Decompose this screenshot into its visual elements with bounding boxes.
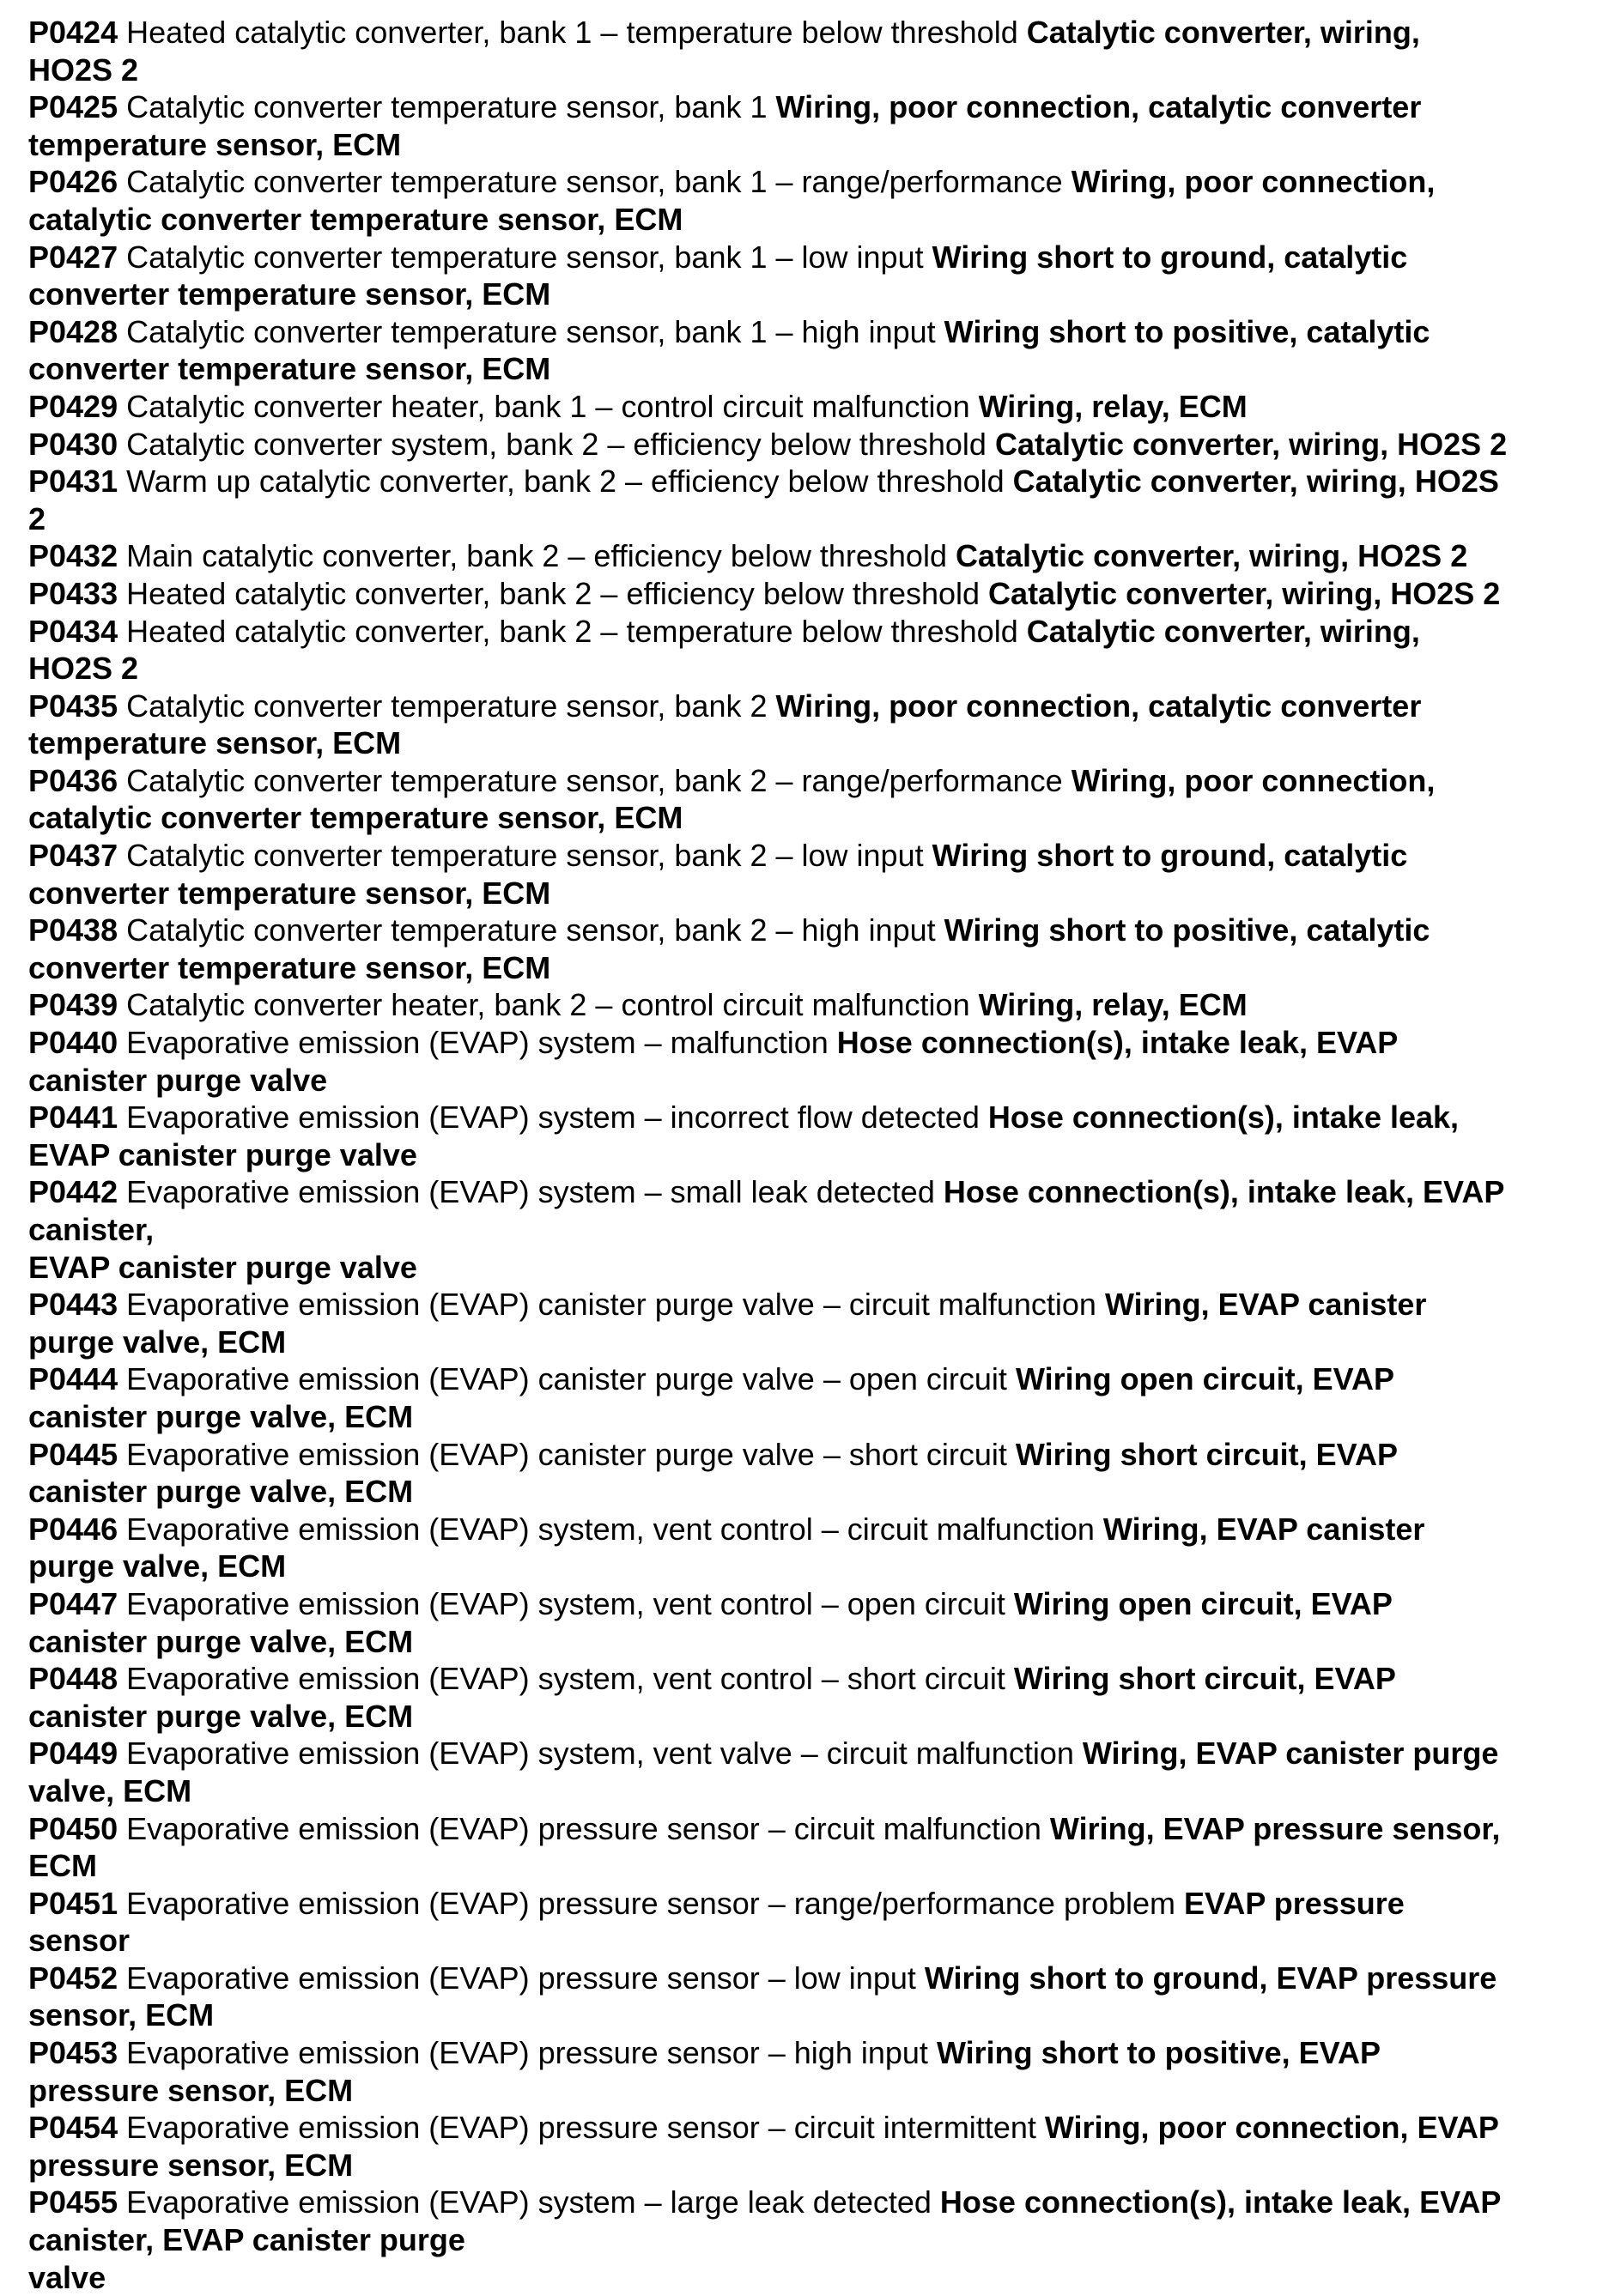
dtc-code: P0442 bbox=[28, 1174, 118, 1210]
dtc-description: Heated catalytic converter, bank 2 – temperature below threshold bbox=[126, 613, 1018, 649]
dtc-possible-cause: Wiring open circuit, EVAP bbox=[1013, 1585, 1393, 1621]
dtc-entry bbox=[28, 1810, 1600, 1885]
dtc-possible-cause: Catalytic converter, wiring, bbox=[1026, 613, 1420, 649]
dtc-description: Evaporative emission (EVAP) pressure sensor – circuit intermittent bbox=[126, 2110, 1036, 2146]
dtc-entry bbox=[28, 1024, 1600, 1099]
dtc-entry bbox=[28, 239, 1600, 313]
dtc-entry bbox=[28, 1173, 1600, 1286]
dtc-code: P0441 bbox=[28, 1100, 118, 1136]
dtc-description: Evaporative emission (EVAP) pressure sensor – low input bbox=[126, 1960, 916, 1996]
dtc-possible-cause: converter temperature sensor, ECM bbox=[28, 949, 551, 985]
dtc-code: P0438 bbox=[28, 912, 118, 948]
dtc-possible-cause: Wiring short to ground, EVAP pressure bbox=[924, 1960, 1497, 1996]
dtc-possible-cause: Wiring short to ground, catalytic bbox=[932, 239, 1408, 275]
dtc-entry bbox=[28, 14, 1600, 88]
dtc-entry bbox=[28, 1511, 1600, 1585]
dtc-entry bbox=[28, 163, 1600, 238]
dtc-code: P0445 bbox=[28, 1436, 118, 1472]
dtc-description: Evaporative emission (EVAP) system – malfunction bbox=[126, 1025, 829, 1061]
dtc-possible-cause: EVAP pressure bbox=[1184, 1885, 1405, 1921]
dtc-possible-cause: catalytic converter temperature sensor, ECM bbox=[28, 800, 683, 836]
dtc-possible-cause: Catalytic converter, wiring, HO2S 2 bbox=[988, 575, 1501, 611]
dtc-possible-cause: converter temperature sensor, ECM bbox=[28, 875, 551, 911]
dtc-description: Catalytic converter heater, bank 2 – control circuit malfunction bbox=[126, 987, 970, 1023]
dtc-possible-cause: Hose connection(s), intake leak, bbox=[987, 1100, 1460, 1136]
dtc-possible-cause: sensor, ECM bbox=[28, 1997, 215, 2033]
dtc-possible-cause: Wiring, relay, ECM bbox=[978, 987, 1248, 1023]
dtc-possible-cause: Wiring short circuit, EVAP bbox=[1015, 1436, 1398, 1472]
dtc-code: P0444 bbox=[28, 1361, 118, 1397]
dtc-possible-cause: pressure sensor, ECM bbox=[28, 2147, 354, 2183]
dtc-possible-cause: Hose connection(s), intake leak, EVAP bbox=[836, 1025, 1399, 1061]
dtc-possible-cause: Wiring, poor connection, bbox=[1071, 164, 1436, 200]
dtc-description: Evaporative emission (EVAP) system, vent control – short circuit bbox=[126, 1661, 1005, 1697]
dtc-code: P0434 bbox=[28, 613, 118, 649]
dtc-possible-cause: Hose connection(s), intake leak, EVAP bbox=[943, 1174, 1505, 1210]
dtc-entry bbox=[28, 1885, 1600, 1960]
dtc-code: P0437 bbox=[28, 838, 118, 874]
dtc-possible-cause: Catalytic converter, wiring, bbox=[1026, 15, 1420, 50]
dtc-possible-cause: Wiring, relay, ECM bbox=[978, 388, 1248, 424]
dtc-code: P0454 bbox=[28, 2110, 118, 2146]
dtc-code: P0432 bbox=[28, 538, 118, 574]
dtc-code: P0443 bbox=[28, 1287, 118, 1323]
dtc-description: Catalytic converter temperature sensor, bank 2 bbox=[126, 688, 768, 724]
dtc-entry bbox=[28, 1585, 1600, 1660]
dtc-possible-cause: temperature sensor, ECM bbox=[28, 126, 402, 162]
dtc-possible-cause: Catalytic converter, wiring, HO2S 2 bbox=[956, 538, 1468, 574]
dtc-code: P0429 bbox=[28, 388, 118, 424]
dtc-description: Evaporative emission (EVAP) canister purge valve – circuit malfunction bbox=[126, 1287, 1096, 1323]
dtc-description: Evaporative emission (EVAP) pressure sensor – circuit malfunction bbox=[126, 1810, 1041, 1846]
dtc-entry bbox=[28, 575, 1600, 613]
dtc-possible-cause: Wiring short to positive, catalytic bbox=[944, 912, 1430, 948]
dtc-description: Catalytic converter temperature sensor, bank 2 – high input bbox=[126, 912, 936, 948]
dtc-entry bbox=[28, 986, 1600, 1024]
dtc-entry bbox=[28, 313, 1600, 388]
dtc-description: Heated catalytic converter, bank 1 – temperature below threshold bbox=[126, 15, 1018, 50]
dtc-description: Evaporative emission (EVAP) system – large leak detected bbox=[126, 2184, 932, 2220]
dtc-possible-cause: EVAP canister purge valve bbox=[28, 1249, 417, 1285]
dtc-possible-cause: Wiring short circuit, EVAP bbox=[1013, 1661, 1396, 1697]
dtc-code: P0433 bbox=[28, 575, 118, 611]
dtc-description: Evaporative emission (EVAP) pressure sensor – range/performance problem bbox=[126, 1885, 1176, 1921]
dtc-possible-cause: pressure sensor, ECM bbox=[28, 2072, 354, 2108]
dtc-possible-cause: canister purge valve, ECM bbox=[28, 1474, 414, 1510]
dtc-possible-cause: Hose connection(s), intake leak, EVAP bbox=[939, 2184, 1502, 2220]
dtc-possible-cause: canister purge valve, ECM bbox=[28, 1698, 414, 1734]
dtc-entry bbox=[28, 463, 1600, 537]
dtc-possible-cause: converter temperature sensor, ECM bbox=[28, 276, 551, 312]
dtc-entry bbox=[28, 837, 1600, 912]
dtc-possible-cause: purge valve, ECM bbox=[28, 1324, 287, 1360]
dtc-entry bbox=[28, 1360, 1600, 1435]
dtc-entry bbox=[28, 1286, 1600, 1360]
dtc-possible-cause: canister, bbox=[28, 1212, 155, 1247]
dtc-possible-cause: Wiring open circuit, EVAP bbox=[1015, 1361, 1395, 1397]
dtc-entry bbox=[28, 1436, 1600, 1511]
dtc-possible-cause: temperature sensor, ECM bbox=[28, 725, 402, 761]
dtc-entry bbox=[28, 688, 1600, 762]
dtc-code: P0428 bbox=[28, 313, 118, 349]
dtc-possible-cause: EVAP canister purge valve bbox=[28, 1136, 417, 1172]
dtc-description: Catalytic converter system, bank 2 – efficiency below threshold bbox=[126, 426, 987, 462]
dtc-entry bbox=[28, 613, 1600, 688]
dtc-description: Catalytic converter temperature sensor, bank 2 – range/performance bbox=[126, 762, 1063, 798]
dtc-entry bbox=[28, 762, 1600, 837]
dtc-possible-cause: canister purge valve, ECM bbox=[28, 1623, 414, 1659]
dtc-possible-cause: Wiring short to positive, EVAP bbox=[936, 2035, 1381, 2071]
dtc-code: P0436 bbox=[28, 762, 118, 798]
dtc-possible-cause: converter temperature sensor, ECM bbox=[28, 351, 551, 387]
dtc-possible-cause: Catalytic converter, wiring, HO2S bbox=[1012, 463, 1499, 500]
dtc-entry bbox=[28, 912, 1600, 986]
dtc-description: Catalytic converter temperature sensor, bank 1 – low input bbox=[126, 239, 924, 275]
dtc-possible-cause: canister, EVAP canister purge bbox=[28, 2222, 465, 2258]
dtc-possible-cause: Wiring, EVAP canister purge bbox=[1082, 1736, 1499, 1772]
dtc-entry bbox=[28, 2184, 1600, 2296]
dtc-code: P0450 bbox=[28, 1810, 118, 1846]
dtc-possible-cause: canister purge valve, ECM bbox=[28, 1398, 414, 1434]
dtc-code: P0426 bbox=[28, 164, 118, 200]
dtc-description: Evaporative emission (EVAP) system, vent control – open circuit bbox=[126, 1585, 1005, 1621]
dtc-possible-cause: Wiring, poor connection, catalytic converter bbox=[775, 688, 1422, 724]
dtc-code: P0439 bbox=[28, 987, 118, 1023]
dtc-description: Catalytic converter temperature sensor, bank 1 bbox=[126, 89, 768, 125]
dtc-entry bbox=[28, 426, 1600, 463]
dtc-description: Catalytic converter temperature sensor, bank 1 – high input bbox=[126, 313, 936, 349]
dtc-possible-cause: 2 bbox=[28, 500, 46, 536]
dtc-description: Catalytic converter heater, bank 1 – control circuit malfunction bbox=[126, 388, 970, 424]
dtc-possible-cause: valve bbox=[28, 2259, 106, 2295]
dtc-description: Heated catalytic converter, bank 2 – efficiency below threshold bbox=[126, 575, 980, 611]
dtc-possible-cause: HO2S 2 bbox=[28, 651, 139, 687]
dtc-description: Evaporative emission (EVAP) system – small leak detected bbox=[126, 1174, 935, 1210]
dtc-possible-cause: Wiring, EVAP canister bbox=[1102, 1511, 1425, 1547]
dtc-entry bbox=[28, 2109, 1600, 2184]
dtc-code: P0453 bbox=[28, 2035, 118, 2071]
dtc-entry bbox=[28, 537, 1600, 575]
dtc-list bbox=[28, 14, 1600, 2296]
dtc-possible-cause: Wiring, poor connection, catalytic converter bbox=[775, 89, 1422, 125]
dtc-code: P0447 bbox=[28, 1585, 118, 1621]
dtc-possible-cause: HO2S 2 bbox=[28, 51, 139, 88]
dtc-description: Evaporative emission (EVAP) pressure sensor – high input bbox=[126, 2035, 928, 2071]
dtc-entry bbox=[28, 88, 1600, 163]
dtc-code: P0425 bbox=[28, 89, 118, 125]
dtc-code: P0424 bbox=[28, 15, 118, 50]
dtc-possible-cause: valve, ECM bbox=[28, 1772, 192, 1808]
dtc-possible-cause: ECM bbox=[28, 1848, 97, 1884]
dtc-code: P0448 bbox=[28, 1661, 118, 1697]
dtc-description: Evaporative emission (EVAP) canister purge valve – open circuit bbox=[126, 1361, 1007, 1397]
dtc-description: Evaporative emission (EVAP) system, vent valve – circuit malfunction bbox=[126, 1736, 1074, 1772]
dtc-description: Evaporative emission (EVAP) system, vent control – circuit malfunction bbox=[126, 1511, 1095, 1547]
dtc-possible-cause: Wiring, poor connection, bbox=[1071, 762, 1436, 798]
dtc-entry bbox=[28, 1735, 1600, 1809]
dtc-description: Main catalytic converter, bank 2 – efficiency below threshold bbox=[126, 538, 947, 574]
dtc-entry bbox=[28, 1660, 1600, 1735]
dtc-description: Catalytic converter temperature sensor, bank 2 – low input bbox=[126, 838, 924, 874]
dtc-entry bbox=[28, 1099, 1600, 1173]
dtc-possible-cause: canister purge valve bbox=[28, 1062, 328, 1098]
dtc-code: P0440 bbox=[28, 1025, 118, 1061]
dtc-possible-cause: purge valve, ECM bbox=[28, 1548, 287, 1584]
dtc-possible-cause: Wiring short to ground, catalytic bbox=[932, 838, 1408, 874]
dtc-code: P0431 bbox=[28, 463, 118, 500]
dtc-possible-cause: Wiring, EVAP canister bbox=[1104, 1287, 1427, 1323]
dtc-possible-cause: Wiring, EVAP pressure sensor, bbox=[1049, 1810, 1501, 1846]
dtc-description: Evaporative emission (EVAP) system – incorrect flow detected bbox=[126, 1100, 980, 1136]
dtc-possible-cause: Wiring short to positive, catalytic bbox=[944, 313, 1430, 349]
dtc-possible-cause: catalytic converter temperature sensor, ECM bbox=[28, 201, 683, 237]
dtc-code: P0446 bbox=[28, 1511, 118, 1547]
dtc-code: P0427 bbox=[28, 239, 118, 275]
dtc-possible-cause: sensor bbox=[28, 1923, 131, 1959]
dtc-description: Catalytic converter temperature sensor, bank 1 – range/performance bbox=[126, 164, 1063, 200]
dtc-entry bbox=[28, 1960, 1600, 2034]
dtc-description: Warm up catalytic converter, bank 2 – efficiency below threshold bbox=[126, 463, 1005, 500]
dtc-code: P0455 bbox=[28, 2184, 118, 2220]
dtc-code: P0435 bbox=[28, 688, 118, 724]
dtc-possible-cause: Wiring, poor connection, EVAP bbox=[1044, 2110, 1499, 2146]
dtc-code: P0451 bbox=[28, 1885, 118, 1921]
dtc-code: P0449 bbox=[28, 1736, 118, 1772]
dtc-code: P0452 bbox=[28, 1960, 118, 1996]
dtc-code: P0430 bbox=[28, 426, 118, 462]
dtc-entry bbox=[28, 2034, 1600, 2109]
dtc-possible-cause: Catalytic converter, wiring, HO2S 2 bbox=[994, 426, 1508, 462]
dtc-description: Evaporative emission (EVAP) canister purge valve – short circuit bbox=[126, 1436, 1007, 1472]
dtc-entry bbox=[28, 388, 1600, 426]
